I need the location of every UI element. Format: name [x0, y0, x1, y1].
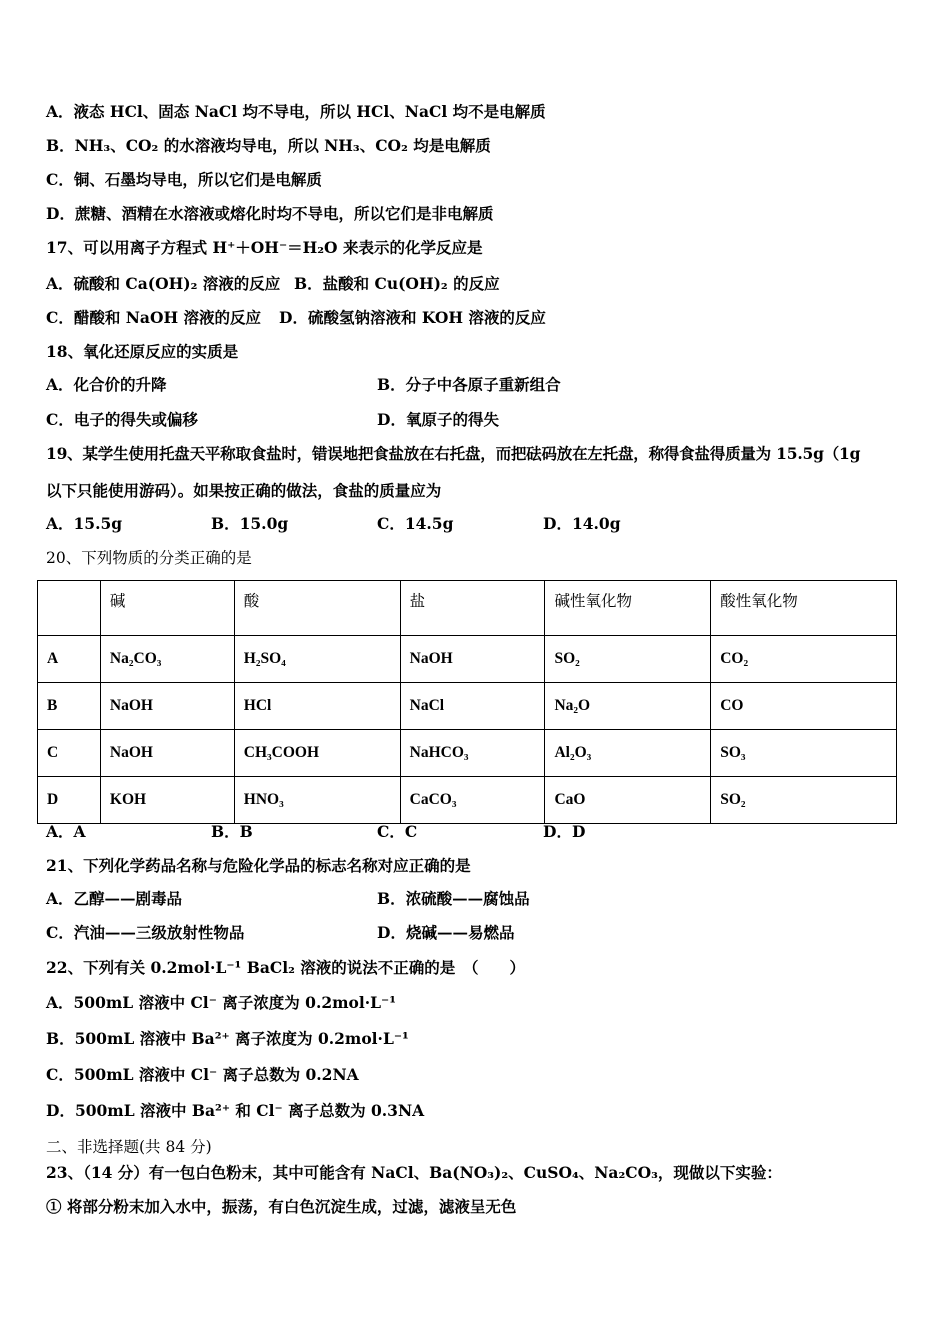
q16-option-a: A．液态 HCl、固态 NaCl 均不导电，所以 HCl、NaCl 均不是电解质 [46, 102, 546, 121]
q21-stem: 21、下列化学药品名称与危险化学品的标志名称对应正确的是 [46, 856, 471, 875]
q16-option-c: C．铜、石墨均导电，所以它们是电解质 [46, 170, 322, 189]
q22-option-b: B．500mL 溶液中 Ba²⁺ 离子浓度为 0.2mol·L⁻¹ [46, 1029, 409, 1048]
q21-option-a: A．乙醇——剧毒品 [46, 889, 183, 908]
q17-option-b: B．盐酸和 Cu(OH)₂ 的反应 [294, 274, 500, 293]
table-header-cell: 碱性氧化物 [545, 581, 711, 636]
table-cell: H₂SO₄ [234, 636, 400, 683]
q19-stem-line1: 19、某学生使用托盘天平称取食盐时，错误地把食盐放在右托盘，而把砝码放在左托盘，称得食盐得质量为 15.5g（1g [46, 444, 861, 463]
q18-option-c: C．电子的得失或偏移 [46, 410, 198, 429]
section-heading: 二、非选择题(共 84 分) [46, 1138, 212, 1156]
table-cell: CO₂ [711, 636, 897, 683]
q23-stem: 23、（14 分）有一包白色粉末，其中可能含有 NaCl、Ba(NO₃)₂、CuSO₄、Na₂CO₃，现做以下实验： [46, 1163, 782, 1182]
q17-stem: 17、可以用离子方程式 H⁺＋OH⁻＝H₂O 来表示的化学反应是 [46, 238, 483, 257]
table-header-cell: 酸 [234, 581, 400, 636]
table-cell: Na₂O [545, 683, 711, 730]
q21-option-b: B．浓硫酸——腐蚀品 [377, 889, 530, 908]
table-cell: NaCl [400, 683, 545, 730]
table-cell: SO₂ [545, 636, 711, 683]
table-row [38, 777, 897, 824]
table-cell: HCl [234, 683, 400, 730]
table-row [38, 730, 897, 777]
q20-stem: 20、下列物质的分类正确的是 [46, 549, 252, 567]
q20-option-d: D．D [543, 822, 586, 841]
q23-step-1: ① 将部分粉末加入水中，振荡，有白色沉淀生成，过滤，滤液呈无色 [46, 1197, 517, 1216]
table-cell: NaOH [100, 683, 234, 730]
table-cell: C [38, 730, 101, 777]
q22-option-a: A．500mL 溶液中 Cl⁻ 离子浓度为 0.2mol·L⁻¹ [46, 993, 397, 1012]
table-header-row [38, 581, 897, 636]
q19-option-b: B．15.0g [211, 514, 289, 533]
q18-option-d: D．氧原子的得失 [377, 410, 499, 429]
table-header-cell: 盐 [400, 581, 545, 636]
table-cell: KOH [100, 777, 234, 824]
classification-table [37, 580, 897, 824]
table-row [38, 636, 897, 683]
table-cell: NaOH [400, 636, 545, 683]
q19-stem-line2: 以下只能使用游码）。如果按正确的做法，食盐的质量应为 [46, 481, 442, 500]
q19-option-d: D．14.0g [543, 514, 621, 533]
q18-option-b: B．分子中各原子重新组合 [377, 375, 561, 394]
table-header-cell: 酸性氧化物 [711, 581, 897, 636]
q21-option-d: D．烧碱——易燃品 [377, 923, 515, 942]
q20-option-c: C．C [377, 822, 418, 841]
table-cell: NaHCO₃ [400, 730, 545, 777]
q19-option-c: C．14.5g [377, 514, 454, 533]
table-cell: D [38, 777, 101, 824]
table-cell: Al₂O₃ [545, 730, 711, 777]
q17-option-c: C．醋酸和 NaOH 溶液的反应 [46, 308, 261, 327]
q22-option-d: D．500mL 溶液中 Ba²⁺ 和 Cl⁻ 离子总数为 0.3NA [46, 1101, 425, 1120]
table-cell: CaCO₃ [400, 777, 545, 824]
q17-option-d: D．硫酸氢钠溶液和 KOH 溶液的反应 [279, 308, 546, 327]
q19-option-a: A．15.5g [46, 514, 123, 533]
q18-stem: 18、氧化还原反应的实质是 [46, 342, 239, 361]
q16-option-d: D．蔗糖、酒精在水溶液或熔化时均不导电，所以它们是非电解质 [46, 204, 494, 223]
table-cell: B [38, 683, 101, 730]
table-cell: NaOH [100, 730, 234, 777]
table-header-cell [38, 581, 101, 636]
q21-option-c: C．汽油——三级放射性物品 [46, 923, 245, 942]
table-cell: CO [711, 683, 897, 730]
table-cell: CaO [545, 777, 711, 824]
q20-option-b: B．B [211, 822, 253, 841]
table-cell: A [38, 636, 101, 683]
table-header-cell: 碱 [100, 581, 234, 636]
q22-option-c: C．500mL 溶液中 Cl⁻ 离子总数为 0.2NA [46, 1065, 359, 1084]
q16-option-b: B．NH₃、CO₂ 的水溶液均导电，所以 NH₃、CO₂ 均是电解质 [46, 136, 491, 155]
table-cell: HNO₃ [234, 777, 400, 824]
table-cell: SO₂ [711, 777, 897, 824]
table-row [38, 683, 897, 730]
table-cell: SO₃ [711, 730, 897, 777]
table-cell: CH₃COOH [234, 730, 400, 777]
q20-option-a: A．A [46, 822, 86, 841]
q22-stem: 22、下列有关 0.2mol·L⁻¹ BaCl₂ 溶液的说法不正确的是 （ ） [46, 958, 526, 977]
q18-option-a: A．化合价的升降 [46, 375, 167, 394]
q17-option-a: A．硫酸和 Ca(OH)₂ 溶液的反应 [46, 274, 281, 293]
table-cell: Na₂CO₃ [100, 636, 234, 683]
